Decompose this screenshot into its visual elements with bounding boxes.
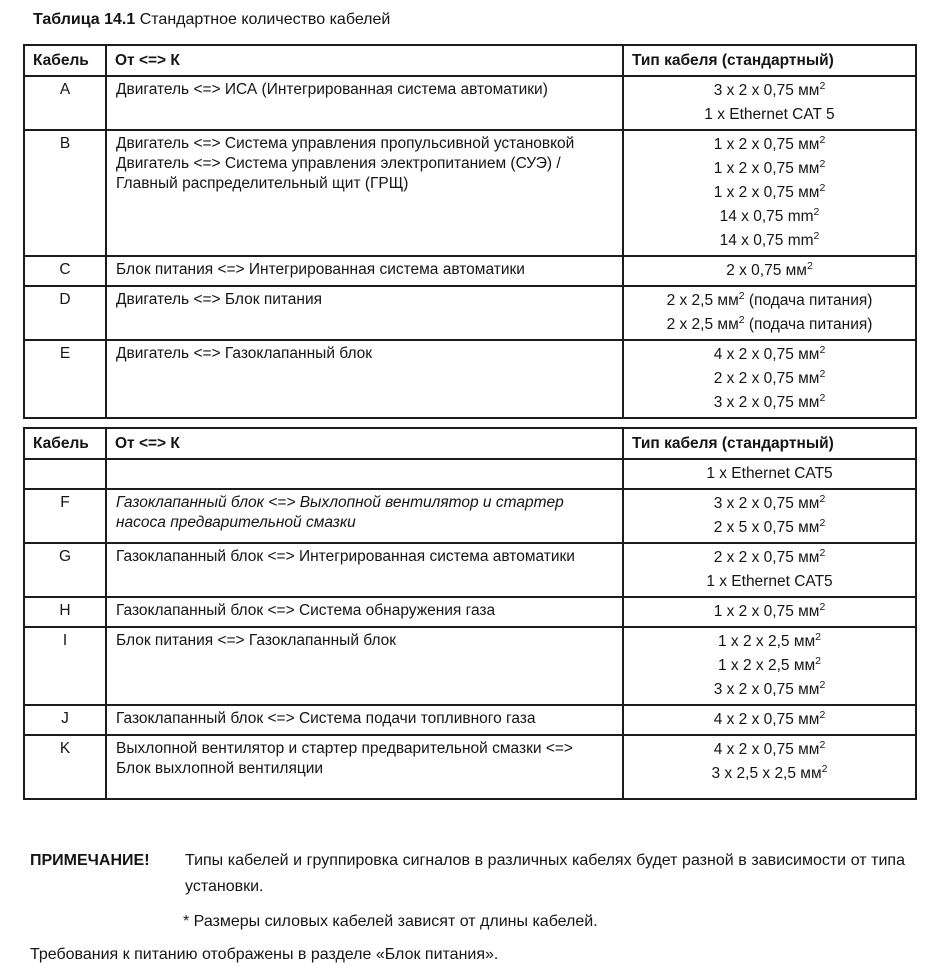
cable-type-value: 14 x 0,75 $mm^2$ bbox=[719, 230, 820, 249]
superscript: 2 bbox=[819, 547, 826, 559]
cable-type-cell bbox=[623, 489, 916, 543]
cable-type-value: 3 x 2 x 0,75 $мм^2$ bbox=[713, 679, 826, 698]
from-to-text: Газоклапанный блок <=> Система обнаружения газа bbox=[116, 602, 496, 619]
superscript: 2 bbox=[819, 182, 826, 194]
cable-id-cell: I bbox=[24, 627, 106, 705]
cable-type-value: 1 x 2 x 0,75 $мм^2$ bbox=[713, 134, 826, 153]
from-to-cell bbox=[106, 543, 623, 597]
cable-type-value: 3 x 2 x 0,75 $мм^2$ bbox=[713, 392, 826, 411]
cable-type-value: 4 x 2 x 0,75 $мм^2$ bbox=[713, 344, 826, 363]
cable-type-value: 4 x 2 x 0,75 $мм^2$ bbox=[713, 739, 826, 758]
from-to-cell bbox=[106, 735, 623, 799]
table-row bbox=[24, 286, 916, 340]
cable-type-value: 3 x 2,5 x 2,5 $мм^2$ bbox=[711, 763, 828, 782]
cable-type-value: 3 x 2 x 0,75 $мм^2$ bbox=[713, 493, 826, 512]
superscript: 2 bbox=[806, 260, 813, 272]
cable-type-cell bbox=[623, 627, 916, 705]
superscript: 2 bbox=[813, 206, 820, 218]
superscript: 2 bbox=[819, 739, 826, 751]
header-row bbox=[24, 428, 916, 459]
cable-id-cell: F bbox=[24, 489, 106, 543]
superscript: 2 bbox=[821, 763, 828, 775]
cable-type-value: 1 x 2 x 0,75 $мм^2$ bbox=[713, 601, 826, 620]
from-to-cell bbox=[106, 256, 623, 286]
cable-type-cell bbox=[623, 459, 916, 489]
cable-type-value: 2 x 5 x 0,75 $мм^2$ bbox=[713, 517, 826, 536]
from-to-text: Двигатель <=> Система управления пропульсивной установкой bbox=[116, 135, 575, 152]
cable-id-cell: D bbox=[24, 286, 106, 340]
cable-table bbox=[23, 44, 917, 419]
column-header-from-to: От <=> К bbox=[106, 428, 623, 459]
from-to-cell bbox=[106, 459, 623, 489]
table-caption-text: Стандартное количество кабелей bbox=[135, 11, 391, 28]
cable-type-value: 1 x 2 x 0,75 $мм^2$ bbox=[713, 158, 826, 177]
table-row bbox=[24, 256, 916, 286]
from-to-text: Блок питания <=> Газоклапанный блок bbox=[116, 632, 397, 649]
cable-table bbox=[23, 427, 917, 800]
tables-container bbox=[0, 44, 937, 800]
superscript: 2 bbox=[738, 314, 745, 326]
from-to-text: Двигатель <=> Блок питания bbox=[116, 291, 323, 308]
superscript: 2 bbox=[819, 134, 826, 146]
column-header-cable: Кабель bbox=[24, 45, 106, 76]
superscript: 2 bbox=[819, 80, 826, 92]
from-to-text: Выхлопной вентилятор и стартер предварительной смазки <=> Блок выхлопной вентиляции bbox=[116, 740, 573, 777]
superscript: 2 bbox=[819, 392, 826, 404]
table-row bbox=[24, 130, 916, 256]
cable-type-value: 1 x 2 x 2,5 $мм^2$ bbox=[718, 631, 821, 650]
superscript: 2 bbox=[819, 493, 826, 505]
cable-type-cell bbox=[623, 76, 916, 130]
cable-id-cell: E bbox=[24, 340, 106, 418]
superscript: 2 bbox=[819, 709, 826, 721]
cable-type-cell bbox=[623, 256, 916, 286]
cable-type-value: 2 x 0,75 $мм^2$ bbox=[726, 260, 813, 279]
cable-id-cell: K bbox=[24, 735, 106, 799]
cable-type-value: 14 x 0,75 $mm^2$ bbox=[719, 206, 820, 225]
cable-id-cell: H bbox=[24, 597, 106, 627]
superscript: 2 bbox=[738, 290, 745, 302]
cable-type-value: 1 x Ethernet CAT5 bbox=[706, 573, 833, 590]
from-to-text: Газоклапанный блок <=> Интегрированная система автоматики bbox=[116, 548, 575, 565]
cable-id-cell: C bbox=[24, 256, 106, 286]
from-to-text: Двигатель <=> Система управления электропитанием (СУЭ) / Главный распределительный щит (ГРЩ) bbox=[116, 155, 561, 192]
footer-text: Требования к питанию отображены в разделе «Блок питания». bbox=[30, 946, 499, 963]
cable-type-value: 1 x 2 x 2,5 $мм^2$ bbox=[718, 655, 821, 674]
cable-type-cell bbox=[623, 130, 916, 256]
from-to-cell bbox=[106, 597, 623, 627]
from-to-cell bbox=[106, 627, 623, 705]
superscript: 2 bbox=[819, 344, 826, 356]
cable-id-cell: G bbox=[24, 543, 106, 597]
table-row bbox=[24, 705, 916, 735]
table-row bbox=[24, 489, 916, 543]
from-to-cell bbox=[106, 340, 623, 418]
superscript: 2 bbox=[819, 679, 826, 691]
note-asterisk-line: * Размеры силовых кабелей зависят от длины кабелей. bbox=[183, 913, 598, 930]
superscript: 2 bbox=[813, 230, 820, 242]
from-to-text: Двигатель <=> ИСА (Интегрированная система автоматики) bbox=[116, 81, 548, 98]
from-to-text: Блок питания <=> Интегрированная система автоматики bbox=[116, 261, 525, 278]
from-to-cell bbox=[106, 286, 623, 340]
cable-type-cell bbox=[623, 735, 916, 799]
table-row bbox=[24, 340, 916, 418]
superscript: 2 bbox=[819, 158, 826, 170]
from-to-cell bbox=[106, 705, 623, 735]
cable-type-cell bbox=[623, 597, 916, 627]
cable-type-cell bbox=[623, 543, 916, 597]
column-header-cable: Кабель bbox=[24, 428, 106, 459]
superscript: 2 bbox=[815, 631, 821, 643]
cable-type-value: 2 x 2 x 0,75 $мм^2$ bbox=[713, 368, 826, 387]
cable-type-value: 1 x Ethernet CAT 5 bbox=[704, 106, 835, 123]
from-to-cell bbox=[106, 130, 623, 256]
cable-id-cell: B bbox=[24, 130, 106, 256]
from-to-text: Двигатель <=> Газоклапанный блок bbox=[116, 345, 373, 362]
header-row bbox=[24, 45, 916, 76]
note-label: ПРИМЕЧАНИЕ! bbox=[30, 852, 150, 869]
cable-type-value: 4 x 2 x 0,75 $мм^2$ bbox=[713, 709, 826, 728]
note-text: Типы кабелей и группировка сигналов в различных кабелях будет разной в зависимости от типа установки. bbox=[185, 852, 905, 895]
cable-id-cell: A bbox=[24, 76, 106, 130]
superscript: 2 bbox=[819, 601, 826, 613]
cable-type-cell bbox=[623, 340, 916, 418]
table-row bbox=[24, 543, 916, 597]
from-to-text: Газоклапанный блок <=> Выхлопной вентилятор и стартер насоса предварительной смазки bbox=[116, 494, 564, 531]
note-block bbox=[30, 848, 937, 900]
cable-type-cell bbox=[623, 286, 916, 340]
cable-id-cell bbox=[24, 459, 106, 489]
cable-type-cell bbox=[623, 705, 916, 735]
table-row bbox=[24, 735, 916, 799]
cable-type-value: 1 x Ethernet CAT5 bbox=[706, 465, 833, 482]
cable-type-value: 3 x 2 x 0,75 $мм^2$ bbox=[713, 80, 826, 99]
cable-type-value: 1 x 2 x 0,75 $мм^2$ bbox=[713, 182, 826, 201]
cable-id-cell: J bbox=[24, 705, 106, 735]
cable-type-value: 2 x 2 x 0,75 $мм^2$ bbox=[713, 547, 826, 566]
cable-type-value: 2 x 2,5 $мм^2$ (подача питания) bbox=[666, 314, 873, 333]
column-header-type: Тип кабеля (стандартный) bbox=[623, 45, 916, 76]
from-to-text: Газоклапанный блок <=> Система подачи топливного газа bbox=[116, 710, 536, 727]
table-caption bbox=[33, 10, 937, 30]
table-row bbox=[24, 76, 916, 130]
from-to-cell bbox=[106, 76, 623, 130]
column-header-from-to: От <=> К bbox=[106, 45, 623, 76]
superscript: 2 bbox=[819, 517, 826, 529]
cable-type-value: 2 x 2,5 $мм^2$ (подача питания) bbox=[666, 290, 873, 309]
superscript: 2 bbox=[815, 655, 821, 667]
table-row bbox=[24, 627, 916, 705]
table-row bbox=[24, 597, 916, 627]
document-page bbox=[0, 10, 937, 965]
from-to-cell bbox=[106, 489, 623, 543]
table-caption-number: Таблица 14.1 bbox=[33, 11, 136, 28]
superscript: 2 bbox=[819, 368, 826, 380]
table-row bbox=[24, 459, 916, 489]
column-header-type: Тип кабеля (стандартный) bbox=[623, 428, 916, 459]
